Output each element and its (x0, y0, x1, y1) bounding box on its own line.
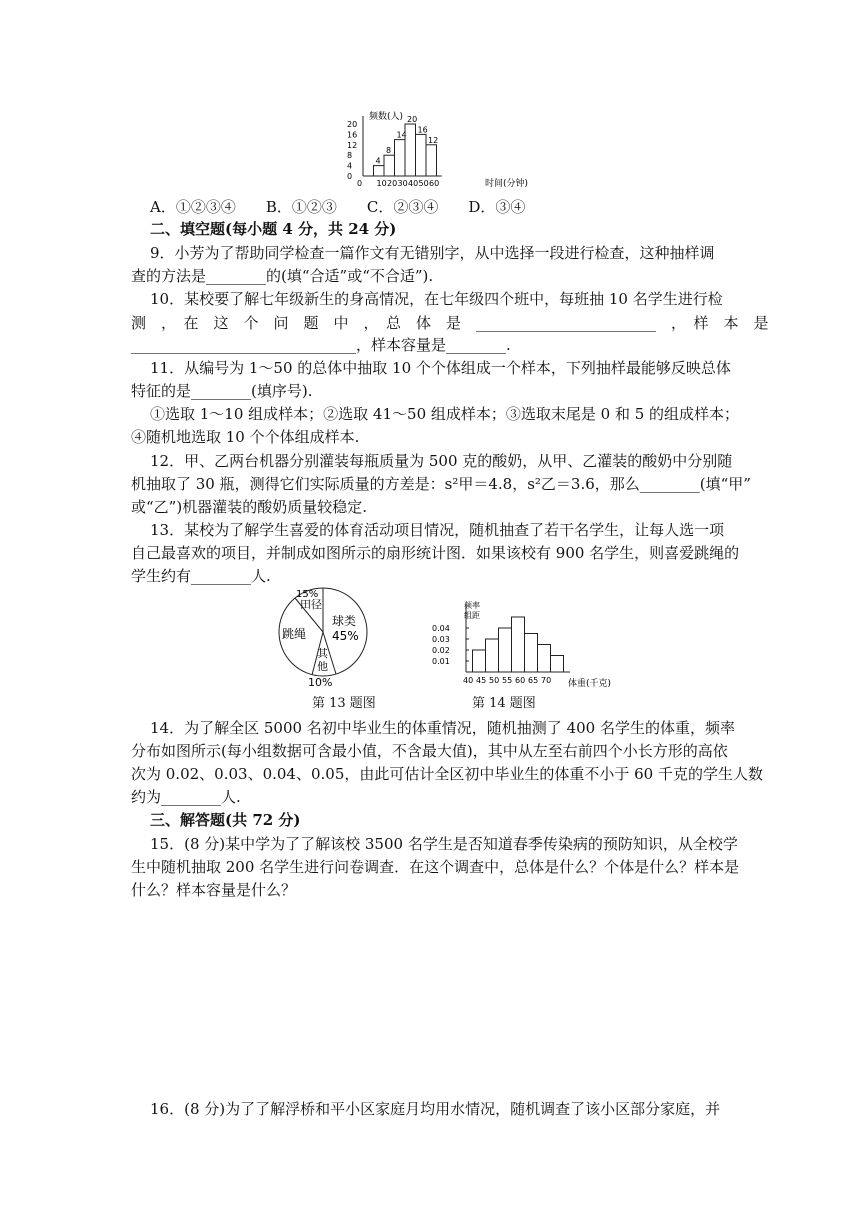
q15-line3: 什么？样本容量是什么？ (131, 881, 297, 899)
top-chart-y-tick: 20 (347, 120, 358, 129)
pie-chart-q13 (270, 585, 380, 689)
pie-label-tiaosheng: 跳绳 (282, 627, 307, 641)
hist14-bar (499, 628, 512, 672)
q13-line3: 学生约有________人. (131, 567, 271, 585)
q13-line1: 13．某校为了解学生喜爱的体育活动项目情况，随机抽查了若干名学生，让每人选一项 (150, 521, 725, 539)
hist14-bar (525, 634, 538, 673)
section2-heading: 二、填空题(每小题 4 分，共 24 分) (150, 220, 397, 238)
q9-line1: 9．小芳为了帮助同学检查一篇作文有无错别字，从中选择一段进行检查，这种抽样调 (150, 244, 715, 262)
top-chart-bar-label: 12 (428, 135, 439, 145)
q10-line3: ______________________________，样本容量是________. (131, 336, 511, 354)
q12-line1: 12．甲、乙两台机器分别灌装每瓶质量为 500 克的酸奶，从甲、乙灌装的酸奶中分别随 (150, 452, 733, 470)
top-chart-x-tick: 0 (357, 179, 363, 188)
pie-label-qita-1: 其 (317, 647, 328, 660)
hist14-bar (538, 645, 551, 673)
pie-label-tianjing-pct: 15% (296, 589, 319, 600)
caption-q13: 第 13 题图 (312, 696, 376, 711)
top-chart-x-tick: 60 (429, 179, 440, 188)
q10-line1: 10．某校要了解七年级新生的身高情况，在七年级四个班中，每班抽 10 名学生进行检 (150, 290, 723, 308)
top-chart-bar-label: 16 (417, 125, 428, 135)
q16-line1: 16．(8 分)为了了解浮桥和平小区家庭月均用水情况，随机调查了该小区部分家庭，并 (150, 1100, 721, 1118)
section3-heading: 三、解答题(共 72 分) (150, 811, 301, 829)
q14-line1: 14．为了解全区 5000 名初中毕业生的体重情况，随机抽测了 400 名学生的体重，频率 (150, 719, 735, 737)
hist14-bar (473, 650, 486, 672)
hist14-y-tick: 0.04 (432, 624, 450, 633)
top-chart-bar-label: 20 (407, 115, 418, 124)
top-chart-x-tick: 50 (418, 179, 429, 188)
q11-line3: ①选取 1～10 组成样本；②选取 41～50 组成样本；③选取末尾是 0 和 5 的组成样本； (150, 405, 740, 423)
pie-label-tianjing: 田径 (300, 598, 322, 611)
q11-line4: ④随机地选取 10 个个体组成样本. (131, 428, 360, 446)
hist14-bar (551, 656, 564, 673)
hist14-xlabel: 体重(千克) (568, 679, 612, 689)
q13-line2: 自己最喜欢的项目，并制成如图所示的扇形统计图．如果该校有 900 名学生，则喜爱跳绳的 (131, 544, 740, 562)
top-chart-y-tick: 4 (347, 161, 353, 171)
top-chart-bar (384, 155, 395, 176)
q15-line1: 15．(8 分)某中学为了了解该校 3500 名学生是否知道春季传染病的预防知识，从全校学 (150, 835, 738, 853)
top-chart-x-tick: 40 (408, 179, 419, 188)
top-histogram (345, 108, 545, 190)
q14-line4: 约为________人. (131, 788, 241, 806)
top-chart-x-tick: 20 (387, 179, 398, 188)
hist14-x-tick: 65 (528, 676, 539, 685)
hist14-y-tick: 0.03 (432, 635, 450, 644)
top-chart-bar (426, 145, 437, 176)
top-chart-bar-label: 8 (386, 146, 392, 156)
hist14-x-tick: 50 (489, 676, 500, 685)
top-chart-bar (374, 166, 385, 176)
q14-line2: 分布如图所示(每小组数据可含最小值，不含最大值)，其中从左至右前四个小长方形的高依 (131, 742, 728, 760)
top-chart-xlabel: 时间(分钟) (485, 179, 529, 189)
top-chart-x-tick: 10 (376, 179, 387, 188)
hist14-bar (486, 639, 499, 672)
q8-options: A．①②③④ B．①②③ C．②③④ D．③④ (150, 198, 526, 216)
top-chart-y-tick: 8 (347, 151, 353, 161)
q11-line1: 11．从编号为 1～50 的总体中抽取 10 个个体组成一个样本，下列抽样最能够反映总体 (150, 359, 731, 377)
top-chart-y-tick: 12 (347, 140, 358, 150)
q9-line2: 查的方法是________的(填“合适”或“不合适”). (131, 267, 434, 285)
hist14-x-tick: 70 (541, 676, 552, 685)
q12-line2: 机抽取了 30 瓶，测得它们实际质量的方差是：s²甲＝4.8，s²乙＝3.6，那么________(填“甲” (131, 475, 751, 493)
pie-label-qiulei-pct: 45% (332, 629, 359, 643)
top-chart-bar-label: 14 (396, 130, 407, 140)
hist14-y-tick: 0.02 (432, 646, 450, 655)
pie-label-qita-pct: 10% (308, 676, 333, 689)
pie-label-qita-2: 他 (317, 660, 328, 673)
q15-line2: 生中随机抽取 200 名学生进行问卷调查．在这个调查中，总体是什么？个体是什么？样本是 (131, 858, 740, 876)
hist14-x-tick: 45 (476, 676, 487, 685)
hist14-x-tick: 55 (502, 676, 513, 685)
hist14-bar (512, 617, 525, 672)
q11-line2: 特征的是________(填序号). (131, 382, 313, 400)
caption-q14: 第 14 题图 (472, 696, 536, 711)
q12-line3: 或“乙”)机器灌装的酸奶质量较稳定. (131, 498, 367, 516)
top-chart-ylabel: 频数(人) (369, 112, 404, 122)
top-chart-bar-label: 4 (375, 156, 381, 166)
hist14-y-tick: 0.01 (432, 657, 450, 666)
top-chart-x-tick: 30 (397, 179, 408, 188)
top-chart-bar (416, 134, 427, 176)
top-chart-y-tick: 0 (347, 172, 353, 181)
top-chart-y-tick: 16 (347, 130, 358, 140)
hist14-ylabel1: 频率 (464, 601, 480, 610)
histogram-q14 (428, 600, 628, 690)
q14-line3: 次为 0.02、0.03、0.04、0.05，由此可估计全区初中毕业生的体重不小于 60 千克的学生人数 (131, 765, 763, 783)
hist14-x-tick: 60 (515, 676, 526, 685)
q10-line2: 测 ， 在 这 个 问 题 中 ， 总 体 是 ________________________ ， 样 本 是 (131, 314, 769, 332)
hist14-ylabel2: 组距 (464, 611, 480, 620)
top-chart-bar (395, 140, 406, 176)
pie-label-qiulei: 球类 (332, 614, 357, 628)
hist14-x-tick: 40 (463, 676, 474, 685)
